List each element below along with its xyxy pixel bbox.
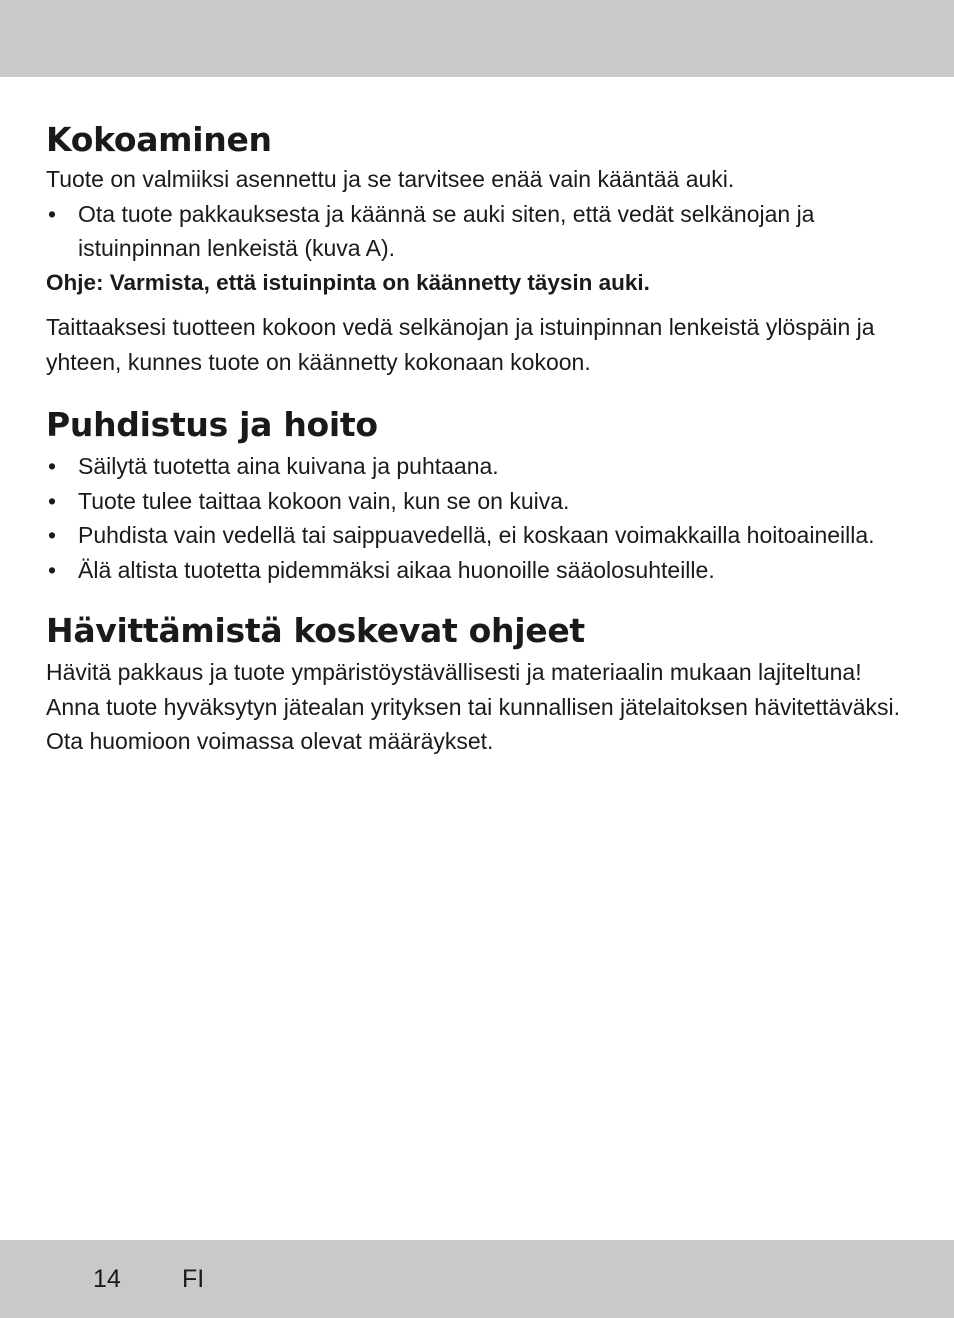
assembly-list xyxy=(46,197,906,266)
assembly-note: Ohje: Varmista, että istuinpinta on käännetty täysin auki. xyxy=(46,269,650,295)
list-item-text: Tuote tulee taittaa kokoon vain, kun se on kuiva. xyxy=(78,487,570,514)
list-item xyxy=(46,553,906,588)
bullet-icon: • xyxy=(48,556,57,583)
assembly-intro: Tuote on valmiiksi asennettu ja se tarvitsee enää vain kääntää auki. xyxy=(46,166,735,192)
bullet-icon: • xyxy=(48,453,57,479)
section-title-assembly: Kokoaminen xyxy=(46,120,272,159)
bullet-icon: • xyxy=(48,522,57,548)
footer-band xyxy=(0,1240,954,1318)
cleaning-list xyxy=(46,449,906,587)
language-code: FI xyxy=(182,1265,205,1293)
folding-paragraph: Taittaaksesi tuotteen kokoon vedä selkänojan ja istuinpinnan lenkeistä ylöspäin ja yhteen, kunnes tuote on käännetty kokonaan kokoon. xyxy=(46,314,875,375)
header-band xyxy=(0,0,954,77)
disposal-paragraph: Hävitä pakkaus ja tuote ympäristöystävällisesti ja materiaalin mukaan lajiteltuna! Anna tuote hyväksytyn jätealan yrityksen tai kunnallisen jätelaitoksen hävitettäväksi. Ota huomioon voimassa olevat määräykset. xyxy=(46,659,901,754)
bullet-icon: • xyxy=(48,200,57,227)
list-item xyxy=(46,197,906,266)
list-item-text: Säilytä tuotetta aina kuivana ja puhtaana. xyxy=(78,453,499,479)
list-item-text: Puhdista vain vedellä tai saippuavedellä, ei koskaan voimakkailla hoitoaineilla. xyxy=(78,522,875,548)
page-number: 14 xyxy=(93,1265,121,1293)
list-item-text: Älä altista tuotetta pidemmäksi aikaa huonoille sääolosuhteille. xyxy=(78,556,715,583)
list-item xyxy=(46,449,906,484)
section-title-disposal: Hävittämistä koskevat ohjeet xyxy=(46,611,585,650)
list-item-text: Ota tuote pakkauksesta ja käännä se auki siten, että vedät selkänojan ja istuinpinnan lenkeistä (kuva A). xyxy=(78,200,815,261)
page-content xyxy=(46,118,906,759)
list-item xyxy=(46,484,906,519)
section-title-cleaning: Puhdistus ja hoito xyxy=(46,405,378,444)
bullet-icon: • xyxy=(48,487,57,514)
list-item xyxy=(46,518,906,553)
